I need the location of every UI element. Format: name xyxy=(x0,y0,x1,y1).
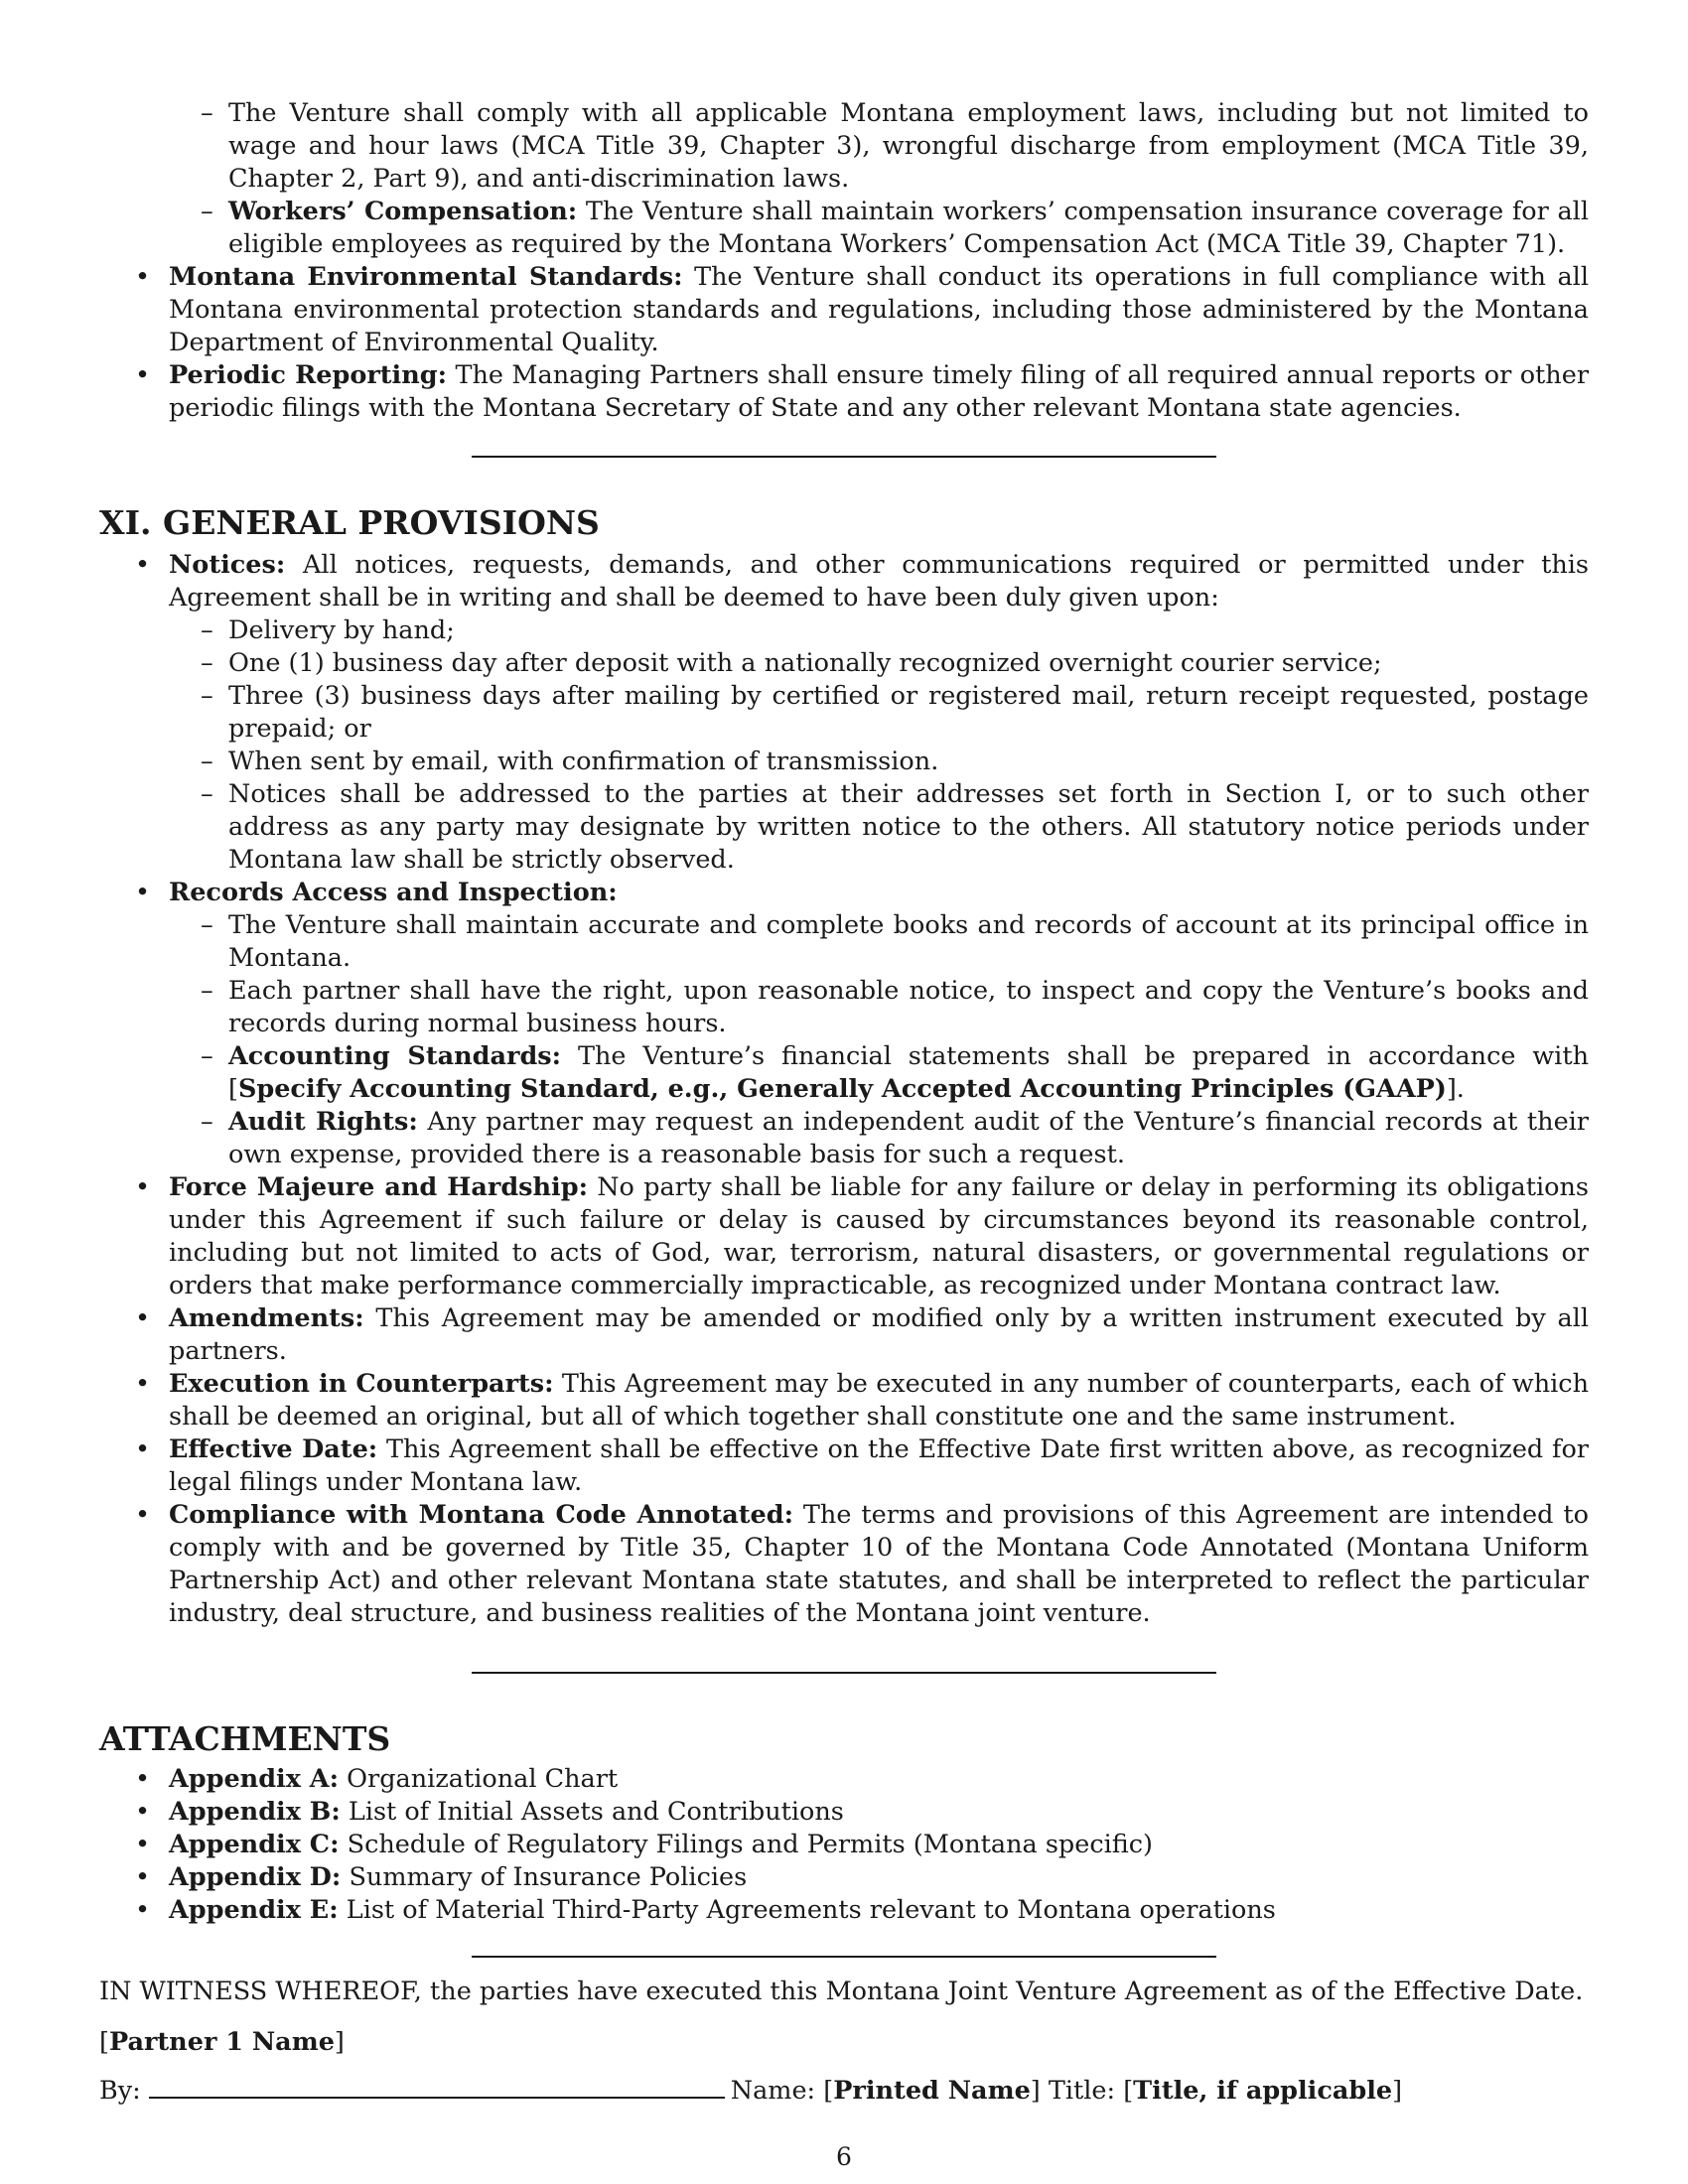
item-label: Compliance with Montana Code Annotated: xyxy=(169,1500,793,1530)
list-item xyxy=(99,1433,1589,1499)
witness-statement: IN WITNESS WHEREOF, the parties have executed this Montana Joint Venture Agreement as of the Effective Date. xyxy=(99,1977,1584,2006)
list-item xyxy=(99,549,1589,877)
section-divider xyxy=(472,456,1216,458)
item-label: Notices: xyxy=(169,550,286,580)
item-label: Montana Environmental Standards: xyxy=(169,262,683,292)
list-item xyxy=(169,746,1589,778)
item-text: The Venture’s financial statements shall be prepared in accordance with xyxy=(561,1041,1589,1071)
item-text: The Venture shall maintain accurate and complete books and records of account at its principal office in Montana. xyxy=(228,910,1589,973)
item-label: Accounting Standards: xyxy=(228,1041,562,1071)
item-label: Appendix B: xyxy=(169,1797,341,1827)
title-label: Title: xyxy=(1048,2076,1116,2106)
list-item xyxy=(99,1796,1589,1829)
partner-name-line xyxy=(99,2026,1589,2059)
item-text: List of Initial Assets and Contributions xyxy=(340,1797,844,1827)
section-divider xyxy=(472,1956,1216,1958)
item-text: Delivery by hand; xyxy=(228,615,455,645)
item-label: Amendments: xyxy=(169,1303,364,1333)
item-text: All notices, requests, demands, and other communications required or permitted under this Agreement shall be in writing and shall be deemed to have been duly given upon: xyxy=(169,550,1589,613)
list-item xyxy=(99,1302,1589,1368)
list-item xyxy=(169,196,1589,261)
employment-sublist xyxy=(169,97,1589,261)
list-item xyxy=(169,909,1589,975)
list-item xyxy=(99,359,1589,425)
list-item xyxy=(169,647,1589,680)
item-label: Force Majeure and Hardship: xyxy=(169,1172,588,1202)
item-text: When sent by email, with confirmation of transmission. xyxy=(228,747,939,776)
list-item xyxy=(169,778,1589,877)
list-item xyxy=(169,614,1589,647)
item-label: Appendix D: xyxy=(169,1862,342,1892)
item-text: Notices shall be addressed to the parties at their addresses set forth in Section I, or to such other address as any party may designate by written notice to the others. All statutory notice periods under Montana law shall be strictly observed. xyxy=(228,779,1589,875)
list-item xyxy=(99,1763,1589,1796)
item-label: Audit Rights: xyxy=(228,1107,418,1137)
item-text: No party shall be liable for any failure or delay in performing its obligations under this Agreement if such failure or delay is caused by circumstances beyond its reasonable control, including but not limited to acts of God, war, terrorism, natural disasters, or governmental regulations or orders that make performance commercially impracticable, as recognized under Montana contract law. xyxy=(169,1172,1589,1300)
list-item xyxy=(169,975,1589,1040)
item-label: Appendix A: xyxy=(169,1764,340,1794)
item-text: This Agreement shall be effective on the Effective Date first written above, as recognized for legal filings under Montana law. xyxy=(169,1434,1589,1497)
item-text: Each partner shall have the right, upon reasonable notice, to inspect and copy the Venture’s books and records during normal business hours. xyxy=(228,976,1589,1038)
signature-field[interactable] xyxy=(149,2073,725,2099)
item-text: This Agreement may be amended or modified only by a written instrument executed by all partners. xyxy=(169,1303,1589,1366)
item-label: Appendix C: xyxy=(169,1830,340,1859)
bracket: ] xyxy=(1392,2076,1403,2106)
list-item xyxy=(99,1368,1589,1433)
notices-sublist xyxy=(99,614,1589,877)
item-label: Workers’ Compensation: xyxy=(228,197,578,226)
item-label: Execution in Counterparts: xyxy=(169,1369,554,1399)
section-heading: XI. GENERAL PROVISIONS xyxy=(99,503,600,542)
item-text: List of Material Third-Party Agreements relevant to Montana operations xyxy=(338,1895,1276,1925)
item-text: The Managing Partners shall ensure timely filing of all required annual reports or other periodic filings with the Montana Secretary of State and any other relevant Montana state agencies. xyxy=(169,360,1590,423)
records-sublist xyxy=(99,909,1589,1171)
bracket: [ xyxy=(228,1074,238,1104)
list-item xyxy=(99,1499,1589,1630)
item-text: Organizational Chart xyxy=(339,1764,619,1794)
item-label: Records Access and Inspection: xyxy=(169,878,618,907)
list-item xyxy=(99,877,1589,1171)
section-divider xyxy=(472,1672,1216,1674)
list-item xyxy=(169,680,1589,746)
item-text: Summary of Insurance Policies xyxy=(341,1862,748,1892)
item-text: Any partner may request an independent audit of the Venture’s financial records at their own expense, provided there is a reasonable basis for such a request. xyxy=(228,1107,1590,1169)
page-number: 6 xyxy=(836,2142,852,2171)
item-label: Periodic Reporting: xyxy=(169,360,448,390)
general-provisions-list xyxy=(99,549,1589,1630)
item-text: One (1) business day after deposit with a nationally recognized overnight courier service; xyxy=(228,648,1382,678)
list-item xyxy=(99,1829,1589,1861)
list-item xyxy=(99,1894,1589,1927)
item-text: The terms and provisions of this Agreement are intended to comply with and be governed by Title 35, Chapter 10 of the Montana Code Annotated (Montana Uniform Partnership Act) and other relevant Montana state statutes, and shall be interpreted to reflect the particular industry, deal structure, and business realities of the Montana joint venture. xyxy=(169,1500,1589,1628)
signature-line xyxy=(99,2073,1589,2108)
list-item xyxy=(99,1861,1589,1894)
attachments-list xyxy=(99,1763,1589,1927)
list-item xyxy=(169,97,1589,196)
name-label: Name: xyxy=(730,2076,816,2106)
printed-name-placeholder: Printed Name xyxy=(833,2076,1031,2106)
section-heading: ATTACHMENTS xyxy=(99,1719,391,1758)
item-text: The Venture shall conduct its operations in full compliance with all Montana environmental protection standards and regulations, including those administered by the Montana Department of Environmental Quality. xyxy=(169,262,1589,357)
item-label: Effective Date: xyxy=(169,1434,378,1464)
bracket: [ xyxy=(823,2076,834,2106)
compliance-list xyxy=(99,261,1589,425)
bracket: ] xyxy=(1030,2076,1041,2106)
list-item xyxy=(169,1040,1589,1106)
item-text: The Venture shall comply with all applicable Montana employment laws, including but not limited to wage and hour laws (MCA Title 39, Chapter 3), wrongful discharge from employment (MCA Title 39, Chapter 2, Part 9), and anti-discrimination laws. xyxy=(228,98,1589,194)
bracket: ]. xyxy=(1446,1074,1465,1104)
item-label: Appendix E: xyxy=(169,1895,339,1925)
item-text: Schedule of Regulatory Filings and Permits (Montana specific) xyxy=(339,1830,1153,1859)
by-label: By: xyxy=(99,2076,141,2106)
list-item xyxy=(169,1106,1589,1171)
item-text: The Venture shall maintain workers’ compensation insurance coverage for all eligible employees as required by the Montana Workers’ Compensation Act (MCA Title 39, Chapter 71). xyxy=(228,197,1589,259)
partner-name-placeholder: Partner 1 Name xyxy=(108,2027,335,2057)
list-item xyxy=(99,1171,1589,1302)
bracket: ] xyxy=(334,2027,345,2057)
title-placeholder: Title, if applicable xyxy=(1133,2076,1393,2106)
list-item xyxy=(99,261,1589,359)
item-text: This Agreement may be executed in any number of counterparts, each of which shall be deemed an original, but all of which together shall constitute one and the same instrument. xyxy=(169,1369,1589,1432)
document-page xyxy=(99,97,1589,2108)
bracket: [ xyxy=(1123,2076,1134,2106)
bracket: [ xyxy=(99,2027,109,2057)
placeholder-text: Specify Accounting Standard, e.g., Generally Accepted Accounting Principles (GAAP) xyxy=(237,1074,1447,1104)
item-text: Three (3) business days after mailing by certified or registered mail, return receipt requested, postage prepaid; or xyxy=(228,681,1589,744)
